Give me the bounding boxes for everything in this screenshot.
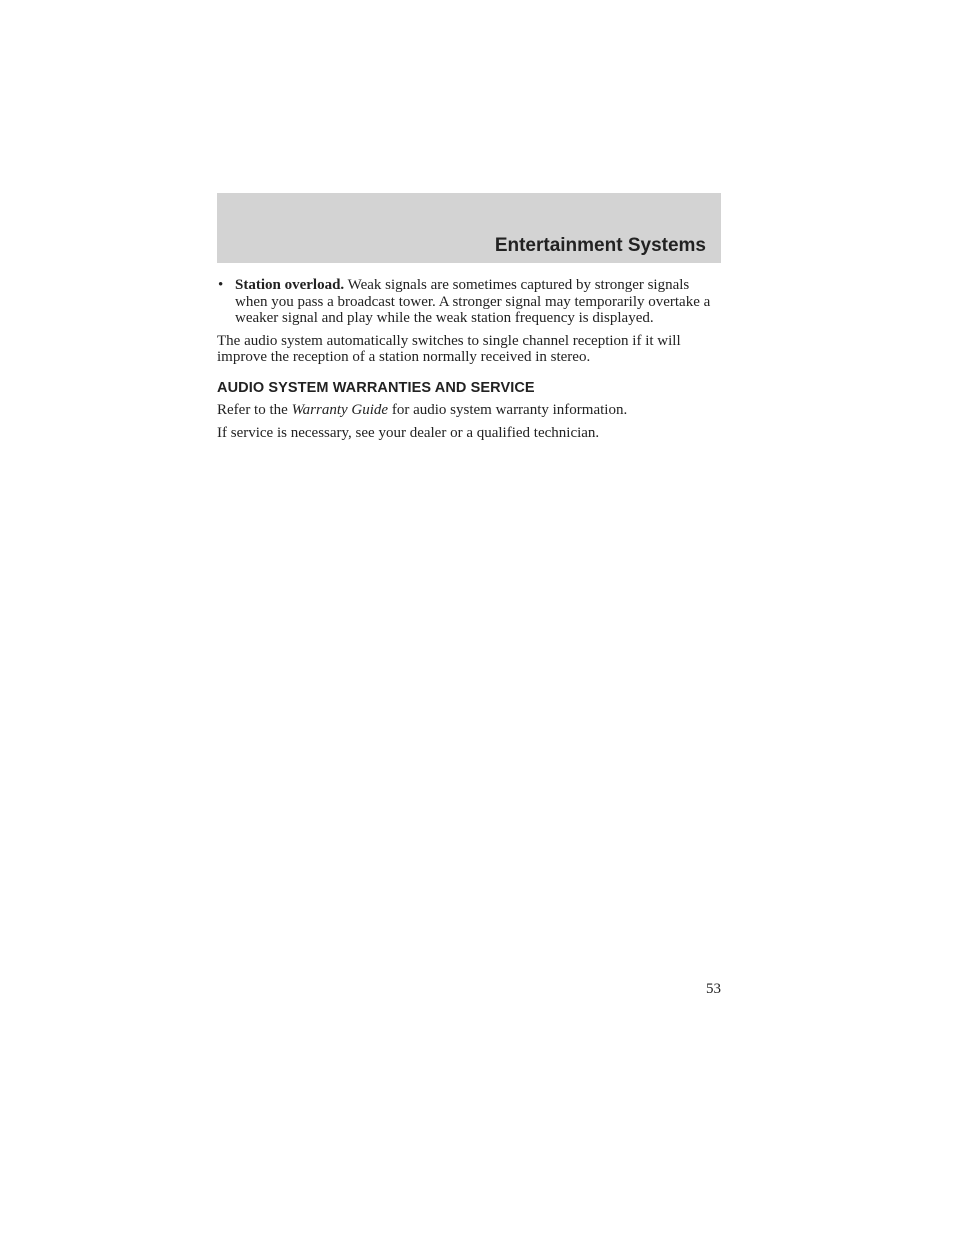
bullet-item-station-overload: [217, 277, 721, 327]
bullet-lead-term: Station overload.: [235, 277, 345, 293]
paragraph-mono-reception: The audio system automatically switches to single channel reception if it will improve the reception of a station normally received in stereo.: [217, 332, 681, 365]
warranty-text-after: for audio system warranty information.: [388, 402, 628, 418]
section-header-band: [217, 193, 721, 263]
warranty-text-before: Refer to the: [217, 402, 292, 418]
page-content: [217, 277, 721, 447]
paragraph-service: If service is necessary, see your dealer or a qualified technician.: [217, 424, 600, 441]
paragraph-warranty-guide: [217, 402, 721, 419]
section-heading-warranties: AUDIO SYSTEM WARRANTIES AND SERVICE: [217, 379, 535, 396]
bullet-marker: •: [218, 277, 224, 293]
section-title: Entertainment Systems: [494, 235, 706, 256]
bullet-text: Weak signals are sometimes captured by stronger signals when you pass a broadcast tower. A stronger signal may temporarily overtake a weaker signal and play while the weak station frequency is displayed.: [235, 277, 711, 326]
page-number: 53: [706, 981, 721, 997]
warranty-guide-title: Warranty Guide: [291, 402, 389, 418]
